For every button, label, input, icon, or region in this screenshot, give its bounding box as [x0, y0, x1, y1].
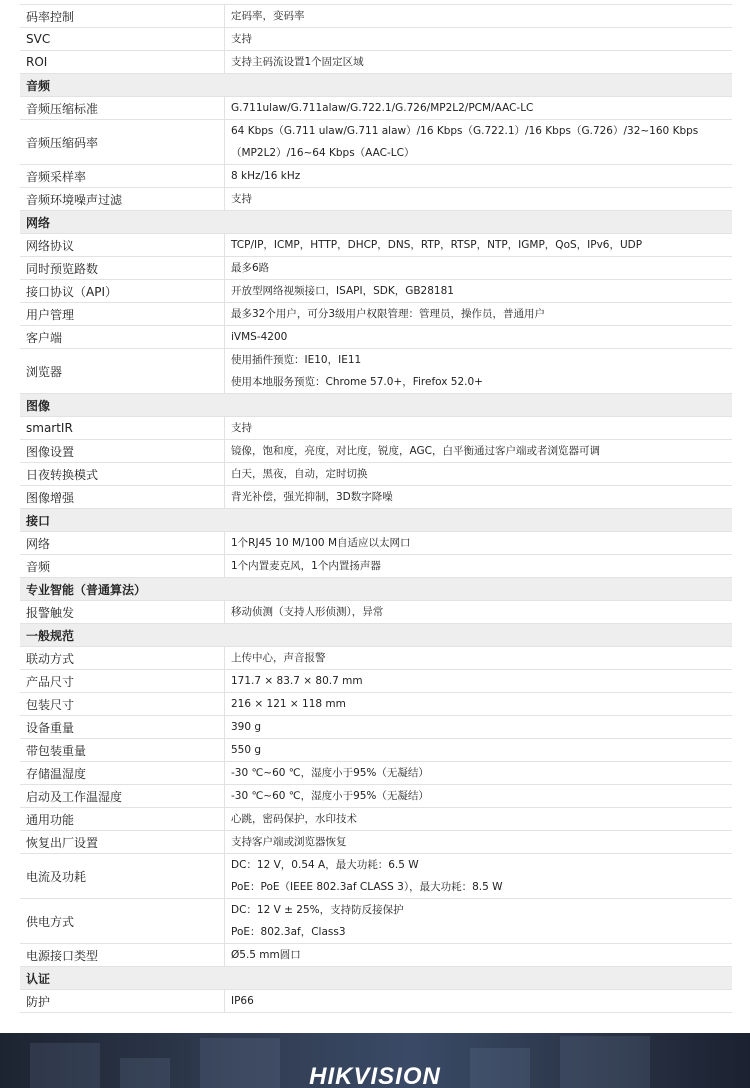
spec-key: smartIR — [20, 417, 225, 440]
spec-value-line: 1个内置麦克风，1个内置扬声器 — [231, 560, 381, 572]
spec-key: 电流及功耗 — [20, 854, 225, 899]
spec-key: 日夜转换模式 — [20, 463, 225, 486]
spec-value — [225, 28, 733, 51]
spec-row — [20, 188, 732, 211]
spec-value-line: G.711ulaw/G.711alaw/G.722.1/G.726/MP2L2/PCM/AAC-LC — [231, 102, 534, 114]
spec-key: 图像增强 — [20, 486, 225, 509]
spec-value — [225, 120, 733, 165]
spec-value — [225, 532, 733, 555]
spec-value-line: 支持 — [231, 422, 252, 434]
spec-value — [225, 716, 733, 739]
spec-value — [225, 899, 733, 944]
spec-value-line: 最多32个用户，可分3级用户权限管理：管理员，操作员，普通用户 — [231, 308, 546, 320]
spec-row — [20, 808, 732, 831]
spec-value — [225, 739, 733, 762]
spec-value — [225, 693, 733, 716]
section-header — [20, 74, 732, 97]
spec-value — [225, 234, 733, 257]
section-title: 接口 — [20, 509, 732, 532]
spec-key: 码率控制 — [20, 5, 225, 28]
spec-row — [20, 5, 732, 28]
spec-row — [20, 670, 732, 693]
spec-row — [20, 944, 732, 967]
spec-row — [20, 280, 732, 303]
section-header — [20, 211, 732, 234]
spec-key: 音频采样率 — [20, 165, 225, 188]
spec-row — [20, 601, 732, 624]
spec-key: 通用功能 — [20, 808, 225, 831]
spec-value-line: 支持主码流设置1个固定区域 — [231, 56, 364, 68]
spec-value-line: 移动侦测（支持人形侦测），异常 — [231, 606, 384, 618]
spec-value — [225, 440, 733, 463]
spec-key: 网络 — [20, 532, 225, 555]
spec-row — [20, 326, 732, 349]
spec-row — [20, 486, 732, 509]
spec-value-line: 支持 — [231, 33, 252, 45]
spec-value-line: iVMS-4200 — [231, 331, 288, 343]
spec-value — [225, 303, 733, 326]
spec-value — [225, 5, 733, 28]
spec-key: 用户管理 — [20, 303, 225, 326]
spec-value-line: 390 g — [231, 721, 262, 733]
spec-row — [20, 716, 732, 739]
brand-footer-banner — [0, 1033, 750, 1088]
section-header — [20, 967, 732, 990]
spec-value — [225, 165, 733, 188]
spec-key: 产品尺寸 — [20, 670, 225, 693]
spec-value — [225, 762, 733, 785]
spec-value-line: 镜像，饱和度，亮度，对比度，锐度，AGC，白平衡通过客户端或者浏览器可调 — [231, 445, 600, 457]
spec-key: 网络协议 — [20, 234, 225, 257]
spec-row — [20, 785, 732, 808]
spec-value-line: （MP2L2）/16~64 Kbps（AAC-LC） — [231, 147, 415, 159]
spec-table-body — [20, 5, 732, 1013]
section-title: 专业智能（普通算法） — [20, 578, 732, 601]
section-title: 图像 — [20, 394, 732, 417]
spec-value — [225, 785, 733, 808]
spec-key: 音频压缩标准 — [20, 97, 225, 120]
spec-value-line: 上传中心，声音报警 — [231, 652, 326, 664]
spec-key: SVC — [20, 28, 225, 51]
spec-key: 音频环境噪声过滤 — [20, 188, 225, 211]
section-header — [20, 624, 732, 647]
spec-value-line: 使用本地服务预览：Chrome 57.0+，Firefox 52.0+ — [231, 376, 483, 388]
spec-key: 存储温湿度 — [20, 762, 225, 785]
spec-row — [20, 28, 732, 51]
spec-key: 包装尺寸 — [20, 693, 225, 716]
spec-value-line: 开放型网络视频接口，ISAPI，SDK，GB28181 — [231, 285, 454, 297]
spec-key: 音频 — [20, 555, 225, 578]
section-title: 认证 — [20, 967, 732, 990]
spec-key: 带包装重量 — [20, 739, 225, 762]
hikvision-logo: HIKVISION — [309, 1063, 441, 1088]
spec-key: 电源接口类型 — [20, 944, 225, 967]
spec-row — [20, 165, 732, 188]
spec-value — [225, 854, 733, 899]
spec-value-line: Ø5.5 mm圆口 — [231, 949, 301, 961]
spec-row — [20, 831, 732, 854]
spec-value-line: 216 × 121 × 118 mm — [231, 698, 346, 710]
spec-row — [20, 120, 732, 165]
spec-row — [20, 899, 732, 944]
spec-value — [225, 349, 733, 394]
spec-key: 同时预览路数 — [20, 257, 225, 280]
section-header — [20, 394, 732, 417]
spec-row — [20, 990, 732, 1013]
spec-value — [225, 670, 733, 693]
spec-row — [20, 234, 732, 257]
spec-value — [225, 51, 733, 74]
spec-value-line: DC：12 V ± 25%，支持防反接保护 — [231, 904, 404, 916]
spec-value — [225, 601, 733, 624]
spec-key: 浏览器 — [20, 349, 225, 394]
spec-row — [20, 532, 732, 555]
spec-key: 供电方式 — [20, 899, 225, 944]
section-header — [20, 509, 732, 532]
spec-value-line: 支持客户端或浏览器恢复 — [231, 836, 347, 848]
spec-key: ROI — [20, 51, 225, 74]
spec-row — [20, 693, 732, 716]
spec-row — [20, 854, 732, 899]
section-title: 一般规范 — [20, 624, 732, 647]
spec-key: 音频压缩码率 — [20, 120, 225, 165]
spec-value — [225, 97, 733, 120]
spec-value — [225, 990, 733, 1013]
spec-row — [20, 555, 732, 578]
spec-row — [20, 417, 732, 440]
spec-value-line: 心跳，密码保护，水印技术 — [231, 813, 357, 825]
spec-key: 联动方式 — [20, 647, 225, 670]
spec-value-line: 最多6路 — [231, 262, 270, 274]
spec-row — [20, 349, 732, 394]
spec-key: 启动及工作温湿度 — [20, 785, 225, 808]
spec-key: 客户端 — [20, 326, 225, 349]
spec-value — [225, 831, 733, 854]
spec-value-line: 1个RJ45 10 M/100 M自适应以太网口 — [231, 537, 411, 549]
spec-value-line: 使用插件预览：IE10，IE11 — [231, 354, 362, 366]
section-title: 网络 — [20, 211, 732, 234]
spec-value-line: 171.7 × 83.7 × 80.7 mm — [231, 675, 363, 687]
spec-value-line: DC：12 V，0.54 A，最大功耗：6.5 W — [231, 859, 419, 871]
spec-value-line: 8 kHz/16 kHz — [231, 170, 301, 182]
spec-key: 图像设置 — [20, 440, 225, 463]
spec-value-line: PoE：802.3af，Class3 — [231, 926, 346, 938]
spec-value-line: 支持 — [231, 193, 252, 205]
spec-row — [20, 739, 732, 762]
spec-value-line: 550 g — [231, 744, 262, 756]
spec-row — [20, 51, 732, 74]
spec-value — [225, 463, 733, 486]
spec-value-line: PoE：PoE（IEEE 802.3af CLASS 3），最大功耗：8.5 W — [231, 881, 503, 893]
spec-key: 恢复出厂设置 — [20, 831, 225, 854]
spec-value-line: 64 Kbps（G.711 ulaw/G.711 alaw）/16 Kbps（G.722.1）/16 Kbps（G.726）/32~160 Kbps — [231, 125, 699, 137]
spec-key: 报警触发 — [20, 601, 225, 624]
spec-value — [225, 257, 733, 280]
spec-value — [225, 944, 733, 967]
spec-row — [20, 463, 732, 486]
spec-value-line: 背光补偿，强光抑制，3D数字降噪 — [231, 491, 393, 503]
spec-key: 接口协议（API） — [20, 280, 225, 303]
section-header — [20, 578, 732, 601]
spec-value-line: 定码率，变码率 — [231, 10, 305, 22]
spec-value — [225, 280, 733, 303]
spec-value — [225, 808, 733, 831]
spec-row — [20, 647, 732, 670]
spec-row — [20, 303, 732, 326]
spec-value — [225, 555, 733, 578]
spec-value — [225, 647, 733, 670]
spec-value — [225, 417, 733, 440]
spec-row — [20, 97, 732, 120]
spec-value-line: 白天，黑夜，自动，定时切换 — [231, 468, 368, 480]
spec-value-line: -30 ℃~60 ℃，湿度小于95%（无凝结） — [231, 790, 429, 802]
spec-row — [20, 762, 732, 785]
spec-value — [225, 188, 733, 211]
spec-key: 防护 — [20, 990, 225, 1013]
spec-value — [225, 486, 733, 509]
spec-row — [20, 257, 732, 280]
spec-table — [20, 4, 732, 1013]
spec-value-line: IP66 — [231, 995, 254, 1007]
section-title: 音频 — [20, 74, 732, 97]
spec-row — [20, 440, 732, 463]
spec-value-line: TCP/IP，ICMP，HTTP，DHCP，DNS，RTP，RTSP，NTP，IGMP，QoS，IPv6，UDP — [231, 239, 643, 251]
spec-key: 设备重量 — [20, 716, 225, 739]
spec-value — [225, 326, 733, 349]
spec-value-line: -30 ℃~60 ℃，湿度小于95%（无凝结） — [231, 767, 429, 779]
